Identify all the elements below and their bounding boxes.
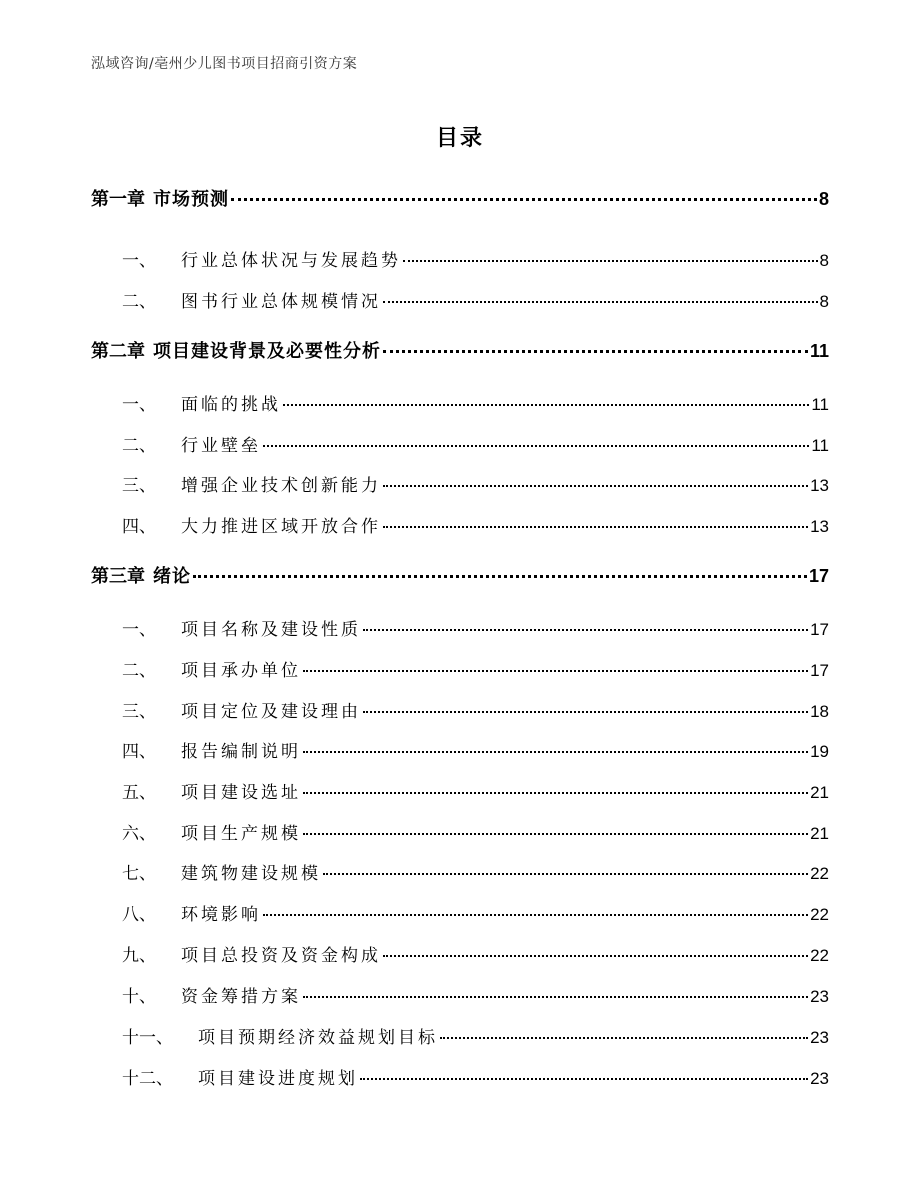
toc-section[interactable] (91, 512, 829, 537)
toc-number: 二、 (122, 661, 156, 681)
toc-leader-dots (303, 751, 808, 753)
toc-section[interactable] (91, 431, 829, 456)
toc-page-number: 23 (810, 987, 829, 1006)
toc-label: 环境影响 (181, 905, 261, 925)
toc-section[interactable] (91, 778, 829, 803)
toc-number: 五、 (122, 783, 156, 803)
toc-page-number: 21 (810, 783, 829, 802)
toc-leader-dots (440, 1037, 808, 1039)
toc-number: 十二、 (122, 1069, 173, 1089)
toc-label: 大力推进区域开放合作 (181, 517, 381, 537)
toc-page-number: 23 (810, 1028, 829, 1047)
toc-leader-dots (383, 955, 808, 957)
toc-section[interactable] (91, 1023, 829, 1048)
toc-label: 项目建设进度规划 (198, 1069, 358, 1089)
toc-label: 项目总投资及资金构成 (181, 946, 381, 966)
toc-section[interactable] (91, 697, 829, 722)
running-header: 泓域咨询/亳州少儿图书项目招商引资方案 (91, 56, 358, 72)
toc-chapter-3[interactable] (91, 562, 829, 588)
toc-page-number: 18 (810, 702, 829, 721)
toc-label: 项目名称及建设性质 (181, 620, 361, 640)
toc-leader-dots (263, 445, 809, 447)
toc-page-number: 8 (819, 251, 829, 270)
toc-page-number: 23 (810, 1069, 829, 1088)
toc-section[interactable] (91, 471, 829, 496)
toc-leader-dots (303, 996, 808, 998)
toc-number: 六、 (122, 824, 156, 844)
toc-number: 二、 (122, 436, 156, 456)
toc-label: 绪论 (153, 566, 191, 587)
toc-page-number: 11 (811, 436, 829, 455)
toc-number: 第三章 (91, 566, 145, 587)
toc-page-number: 22 (810, 946, 829, 965)
toc-page-number: 17 (808, 566, 829, 586)
toc-section[interactable] (91, 819, 829, 844)
toc-leader-dots (283, 404, 809, 406)
toc-section[interactable] (91, 941, 829, 966)
toc-page-number: 17 (810, 661, 829, 680)
toc-label: 增强企业技术创新能力 (181, 476, 381, 496)
toc-page-number: 21 (810, 824, 829, 843)
toc-label: 项目定位及建设理由 (181, 702, 361, 722)
toc-label: 建筑物建设规模 (181, 864, 321, 884)
toc-number: 八、 (122, 905, 156, 925)
toc-chapter-2[interactable] (91, 337, 829, 363)
toc-page-number: 8 (819, 292, 829, 311)
toc-label: 项目建设选址 (181, 783, 301, 803)
toc-label: 行业壁垒 (181, 436, 261, 456)
toc-label: 行业总体状况与发展趋势 (181, 251, 401, 271)
toc-number: 十、 (122, 987, 156, 1007)
toc-leader-dots (383, 301, 818, 303)
toc-section[interactable] (91, 287, 829, 312)
toc-section[interactable] (91, 656, 829, 681)
toc-label: 项目生产规模 (181, 824, 301, 844)
toc-leader-dots (363, 629, 808, 631)
toc-label: 项目预期经济效益规划目标 (198, 1028, 438, 1048)
toc-leader-dots (363, 711, 808, 713)
toc-label: 图书行业总体规模情况 (181, 292, 381, 312)
toc-number: 三、 (122, 476, 156, 496)
toc-section[interactable] (91, 390, 829, 415)
toc-number: 九、 (122, 946, 156, 966)
toc-label: 面临的挑战 (181, 395, 281, 415)
toc-label: 市场预测 (153, 189, 229, 210)
toc-number: 一、 (122, 620, 156, 640)
toc-section[interactable] (91, 1064, 829, 1089)
toc-leader-dots (403, 260, 818, 262)
toc-section[interactable] (91, 859, 829, 884)
toc-number: 第二章 (91, 341, 145, 362)
toc-section[interactable] (91, 982, 829, 1007)
toc-leader-dots (360, 1078, 808, 1080)
toc-page-number: 11 (809, 341, 829, 361)
toc-number: 一、 (122, 395, 156, 415)
toc-page-number: 8 (818, 189, 829, 209)
toc-section[interactable] (91, 737, 829, 762)
toc-page-number: 22 (810, 864, 829, 883)
toc-section[interactable] (91, 246, 829, 271)
toc-label: 资金筹措方案 (181, 987, 301, 1007)
toc-leader-dots (303, 670, 808, 672)
toc-leader-dots (383, 526, 808, 528)
toc-number: 第一章 (91, 189, 145, 210)
toc-label: 项目承办单位 (181, 661, 301, 681)
toc-page-number: 17 (810, 620, 829, 639)
toc-leader-dots (263, 914, 808, 916)
toc-leader-dots (193, 575, 807, 578)
toc-number: 四、 (122, 742, 156, 762)
toc-leader-dots (231, 198, 817, 201)
toc-page-number: 19 (810, 742, 829, 761)
toc-number: 四、 (122, 517, 156, 537)
toc-number: 三、 (122, 702, 156, 722)
toc-label: 项目建设背景及必要性分析 (153, 341, 381, 362)
toc-chapter-1[interactable] (91, 185, 829, 211)
toc-leader-dots (323, 873, 808, 875)
toc-section[interactable] (91, 615, 829, 640)
toc-leader-dots (383, 485, 808, 487)
toc-number: 一、 (122, 251, 156, 271)
toc-number: 十一、 (122, 1028, 173, 1048)
toc-leader-dots (303, 792, 808, 794)
toc-section[interactable] (91, 900, 829, 925)
toc-number: 七、 (122, 864, 156, 884)
toc-title: 目录 (435, 126, 484, 151)
toc-page-number: 22 (810, 905, 829, 924)
toc-page-number: 13 (810, 517, 829, 536)
toc-leader-dots (383, 350, 808, 353)
toc-number: 二、 (122, 292, 156, 312)
toc-label: 报告编制说明 (181, 742, 301, 762)
toc-leader-dots (303, 833, 808, 835)
toc-page-number: 13 (810, 476, 829, 495)
toc-page-number: 11 (811, 395, 829, 414)
